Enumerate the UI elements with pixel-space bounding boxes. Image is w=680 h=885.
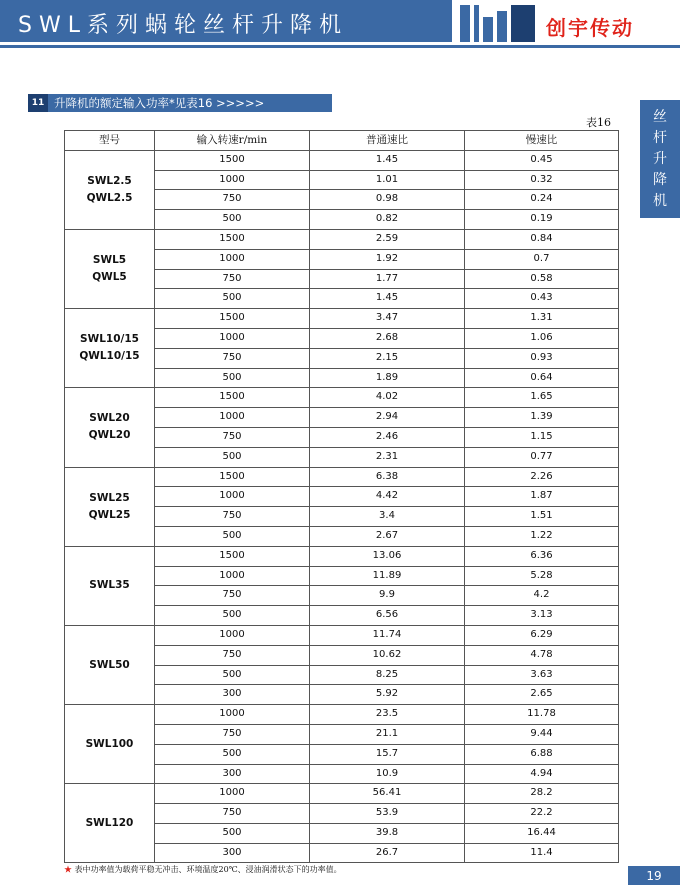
normal-ratio-cell: 39.8 <box>310 823 465 843</box>
page-number: 19 <box>628 866 680 885</box>
slow-ratio-cell: 0.58 <box>465 269 619 289</box>
slow-ratio-cell: 28.2 <box>465 784 619 804</box>
table-row <box>65 388 619 408</box>
slow-ratio-cell: 0.7 <box>465 249 619 269</box>
normal-ratio-cell: 1.77 <box>310 269 465 289</box>
model-name: SWL25 <box>89 491 130 504</box>
slow-ratio-cell: 0.24 <box>465 190 619 210</box>
slow-ratio-cell: 0.43 <box>465 289 619 309</box>
model-name: SWL10/15 <box>80 333 139 346</box>
input-speed-cell: 300 <box>155 764 310 784</box>
normal-ratio-cell: 2.68 <box>310 328 465 348</box>
input-speed-cell: 1000 <box>155 328 310 348</box>
input-speed-cell: 1000 <box>155 566 310 586</box>
footnote <box>64 864 342 875</box>
slow-ratio-cell: 0.45 <box>465 150 619 170</box>
slow-ratio-cell: 1.65 <box>465 388 619 408</box>
model-name: SWL120 <box>85 816 134 829</box>
section-heading <box>28 94 332 112</box>
slow-ratio-cell: 4.2 <box>465 586 619 606</box>
side-tab-char: 机 <box>653 192 667 209</box>
slow-ratio-cell: 11.78 <box>465 705 619 725</box>
slow-ratio-cell: 2.65 <box>465 685 619 705</box>
slow-ratio-cell: 1.15 <box>465 427 619 447</box>
table-header-row <box>65 131 619 151</box>
model-name: SWL50 <box>89 658 130 671</box>
normal-ratio-cell: 8.25 <box>310 665 465 685</box>
side-tab <box>640 100 680 218</box>
normal-ratio-cell: 3.4 <box>310 507 465 527</box>
slow-ratio-cell: 0.93 <box>465 348 619 368</box>
power-rating-table <box>64 130 619 863</box>
header-title: SWL系列蜗轮丝杆升降机 <box>18 13 348 38</box>
input-speed-cell: 1000 <box>155 408 310 428</box>
normal-ratio-cell: 1.89 <box>310 368 465 388</box>
input-speed-cell: 750 <box>155 645 310 665</box>
normal-ratio-cell: 13.06 <box>310 546 465 566</box>
model-name: SWL2.5 <box>87 174 132 187</box>
slow-ratio-cell: 3.63 <box>465 665 619 685</box>
input-speed-cell: 750 <box>155 586 310 606</box>
normal-ratio-cell: 26.7 <box>310 843 465 863</box>
input-speed-cell: 500 <box>155 526 310 546</box>
slow-ratio-cell: 3.13 <box>465 606 619 626</box>
normal-ratio-cell: 1.45 <box>310 289 465 309</box>
input-speed-cell: 750 <box>155 804 310 824</box>
table-row <box>65 546 619 566</box>
normal-ratio-cell: 4.02 <box>310 388 465 408</box>
section-title: 升降机的额定输入功率*见表16 >>>>> <box>54 96 265 110</box>
table-row <box>65 784 619 804</box>
input-speed-cell: 1000 <box>155 487 310 507</box>
table-row <box>65 309 619 329</box>
normal-ratio-cell: 11.74 <box>310 625 465 645</box>
normal-ratio-cell: 56.41 <box>310 784 465 804</box>
normal-ratio-cell: 53.9 <box>310 804 465 824</box>
input-speed-cell: 500 <box>155 368 310 388</box>
slow-ratio-cell: 11.4 <box>465 843 619 863</box>
slow-ratio-cell: 0.64 <box>465 368 619 388</box>
table-label: 表16 <box>586 116 611 129</box>
model-name: SWL35 <box>89 579 130 592</box>
normal-ratio-cell: 1.45 <box>310 150 465 170</box>
brand-logo: 创宇传动 <box>546 16 634 40</box>
table-row <box>65 705 619 725</box>
col-header-normal-ratio: 普通速比 <box>310 131 465 151</box>
slow-ratio-cell: 0.32 <box>465 170 619 190</box>
input-speed-cell: 1000 <box>155 705 310 725</box>
model-cell <box>65 705 155 784</box>
model-cell <box>65 309 155 388</box>
slow-ratio-cell: 22.2 <box>465 804 619 824</box>
input-speed-cell: 300 <box>155 685 310 705</box>
slow-ratio-cell: 0.19 <box>465 210 619 230</box>
slow-ratio-cell: 1.87 <box>465 487 619 507</box>
input-speed-cell: 1000 <box>155 249 310 269</box>
side-tab-char: 降 <box>653 171 667 188</box>
input-speed-cell: 500 <box>155 744 310 764</box>
normal-ratio-cell: 2.15 <box>310 348 465 368</box>
input-speed-cell: 1000 <box>155 625 310 645</box>
slow-ratio-cell: 5.28 <box>465 566 619 586</box>
input-speed-cell: 750 <box>155 348 310 368</box>
slow-ratio-cell: 2.26 <box>465 467 619 487</box>
model-name: SWL100 <box>85 737 134 750</box>
model-name: QWL10/15 <box>79 350 140 363</box>
footnote-text: 表中功率值为载荷平稳无冲击、环境温度20℃、浸油润滑状态下的功率值。 <box>74 865 342 874</box>
slow-ratio-cell: 16.44 <box>465 823 619 843</box>
header-rule <box>0 45 680 48</box>
input-speed-cell: 750 <box>155 269 310 289</box>
input-speed-cell: 1500 <box>155 546 310 566</box>
side-tab-char: 升 <box>653 150 667 167</box>
slow-ratio-cell: 0.77 <box>465 447 619 467</box>
model-name: SWL5 <box>92 254 127 267</box>
normal-ratio-cell: 1.01 <box>310 170 465 190</box>
input-speed-cell: 500 <box>155 210 310 230</box>
slow-ratio-cell: 1.51 <box>465 507 619 527</box>
normal-ratio-cell: 2.59 <box>310 229 465 249</box>
model-cell <box>65 546 155 625</box>
input-speed-cell: 500 <box>155 606 310 626</box>
slow-ratio-cell: 4.94 <box>465 764 619 784</box>
normal-ratio-cell: 5.92 <box>310 685 465 705</box>
input-speed-cell: 1500 <box>155 467 310 487</box>
normal-ratio-cell: 6.38 <box>310 467 465 487</box>
model-cell <box>65 229 155 308</box>
model-cell <box>65 388 155 467</box>
model-name: QWL2.5 <box>86 191 133 204</box>
normal-ratio-cell: 23.5 <box>310 705 465 725</box>
model-name: SWL20 <box>89 412 130 425</box>
input-speed-cell: 1500 <box>155 388 310 408</box>
input-speed-cell: 500 <box>155 665 310 685</box>
model-cell <box>65 784 155 863</box>
model-cell <box>65 467 155 546</box>
input-speed-cell: 500 <box>155 447 310 467</box>
slow-ratio-cell: 1.31 <box>465 309 619 329</box>
normal-ratio-cell: 21.1 <box>310 724 465 744</box>
normal-ratio-cell: 11.89 <box>310 566 465 586</box>
col-header-speed: 输入转速r/min <box>155 131 310 151</box>
slow-ratio-cell: 0.84 <box>465 229 619 249</box>
input-speed-cell: 1000 <box>155 170 310 190</box>
section-number: 11 <box>28 94 48 112</box>
input-speed-cell: 750 <box>155 190 310 210</box>
normal-ratio-cell: 10.9 <box>310 764 465 784</box>
normal-ratio-cell: 9.9 <box>310 586 465 606</box>
model-cell <box>65 150 155 229</box>
model-name: QWL25 <box>88 508 131 521</box>
slow-ratio-cell: 6.88 <box>465 744 619 764</box>
slow-ratio-cell: 9.44 <box>465 724 619 744</box>
normal-ratio-cell: 10.62 <box>310 645 465 665</box>
side-tab-char: 丝 <box>653 108 667 125</box>
table-row <box>65 229 619 249</box>
col-header-slow-ratio: 慢速比 <box>465 131 619 151</box>
input-speed-cell: 300 <box>155 843 310 863</box>
normal-ratio-cell: 3.47 <box>310 309 465 329</box>
normal-ratio-cell: 2.94 <box>310 408 465 428</box>
input-speed-cell: 1000 <box>155 784 310 804</box>
model-cell <box>65 625 155 704</box>
input-speed-cell: 750 <box>155 507 310 527</box>
normal-ratio-cell: 0.98 <box>310 190 465 210</box>
normal-ratio-cell: 6.56 <box>310 606 465 626</box>
star-icon: ★ <box>64 865 72 874</box>
table-row <box>65 150 619 170</box>
normal-ratio-cell: 1.92 <box>310 249 465 269</box>
normal-ratio-cell: 2.31 <box>310 447 465 467</box>
side-tab-char: 杆 <box>653 129 667 146</box>
slow-ratio-cell: 1.22 <box>465 526 619 546</box>
model-name: QWL5 <box>92 271 127 284</box>
table-row <box>65 467 619 487</box>
input-speed-cell: 750 <box>155 427 310 447</box>
input-speed-cell: 1500 <box>155 229 310 249</box>
table-row <box>65 625 619 645</box>
input-speed-cell: 750 <box>155 724 310 744</box>
slow-ratio-cell: 4.78 <box>465 645 619 665</box>
slow-ratio-cell: 6.29 <box>465 625 619 645</box>
normal-ratio-cell: 0.82 <box>310 210 465 230</box>
model-name: QWL20 <box>88 429 131 442</box>
slow-ratio-cell: 1.06 <box>465 328 619 348</box>
slow-ratio-cell: 1.39 <box>465 408 619 428</box>
normal-ratio-cell: 15.7 <box>310 744 465 764</box>
input-speed-cell: 500 <box>155 823 310 843</box>
page-header <box>0 0 680 50</box>
slow-ratio-cell: 6.36 <box>465 546 619 566</box>
normal-ratio-cell: 4.42 <box>310 487 465 507</box>
normal-ratio-cell: 2.46 <box>310 427 465 447</box>
col-header-model: 型号 <box>65 131 155 151</box>
header-band <box>0 0 452 42</box>
input-speed-cell: 1500 <box>155 309 310 329</box>
input-speed-cell: 1500 <box>155 150 310 170</box>
input-speed-cell: 500 <box>155 289 310 309</box>
normal-ratio-cell: 2.67 <box>310 526 465 546</box>
